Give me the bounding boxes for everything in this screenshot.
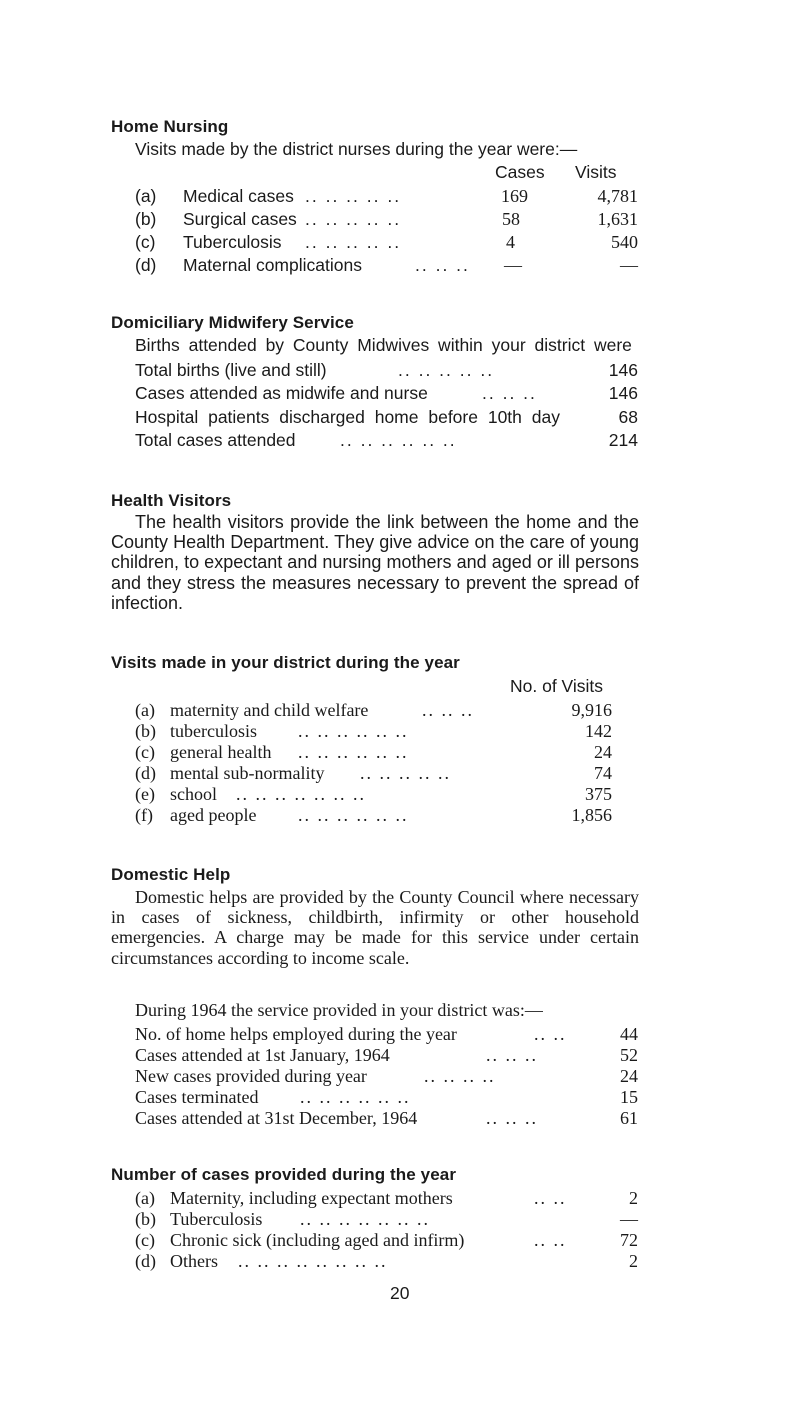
row-letter: (b) xyxy=(135,1209,156,1229)
leader-dots: .. .. .. .. .. xyxy=(398,360,495,380)
row-label: aged people xyxy=(170,805,257,825)
domestic-help-value: 44 xyxy=(620,1024,638,1044)
page-number: 20 xyxy=(390,1283,410,1303)
domestic-help-value: 24 xyxy=(620,1066,638,1086)
leader-dots: .. .. .. .. .. .. .. xyxy=(236,784,366,804)
leader-dots: .. .. .. xyxy=(482,383,537,403)
home-nursing-intro: Visits made by the district nurses during the year were:— xyxy=(135,139,578,159)
row-letter: (c) xyxy=(135,232,156,252)
row-letter: (b) xyxy=(135,209,157,229)
domestic-help-value: 15 xyxy=(620,1087,638,1107)
visits-value: — xyxy=(620,255,638,275)
leader-dots: .. .. xyxy=(534,1230,567,1250)
leader-dots: .. .. .. .. xyxy=(424,1066,496,1086)
row-label: maternity and child welfare xyxy=(170,700,369,720)
domestic-help-value: 61 xyxy=(620,1108,638,1128)
leader-dots: .. .. .. .. .. .. xyxy=(340,430,457,450)
row-label: mental sub-normality xyxy=(170,763,325,783)
midwifery-heading: Domiciliary Midwifery Service xyxy=(111,313,354,332)
visits-value: 1,631 xyxy=(597,209,638,229)
row-label: Tuberculosis xyxy=(183,232,282,252)
leader-dots: .. .. .. .. .. xyxy=(305,186,402,206)
row-letter: (d) xyxy=(135,1251,156,1271)
cases-provided-value: 2 xyxy=(629,1188,638,1208)
leader-dots: .. .. .. .. .. xyxy=(305,209,402,229)
row-label: Maternity, including expectant mothers xyxy=(170,1188,453,1208)
leader-dots: .. .. .. .. .. xyxy=(305,232,402,252)
leader-dots: .. .. .. .. .. .. xyxy=(298,721,409,741)
row-label: Surgical cases xyxy=(183,209,297,229)
no-of-visits-header: No. of Visits xyxy=(510,676,604,696)
leader-dots: .. .. .. .. .. .. .. xyxy=(300,1209,430,1229)
midwifery-value: 214 xyxy=(608,430,638,450)
cases-value: 169 xyxy=(501,186,528,206)
visits-column-header: Visits xyxy=(575,162,617,182)
row-label: Cases terminated xyxy=(135,1087,259,1107)
leader-dots: .. .. .. .. .. .. .. .. xyxy=(238,1251,388,1271)
cases-column-header: Cases xyxy=(495,162,545,182)
row-label: No. of home helps employed during the year xyxy=(135,1024,457,1044)
row-label: Total cases attended xyxy=(135,430,296,450)
row-label: Medical cases xyxy=(183,186,294,206)
row-letter: (c) xyxy=(135,1230,155,1250)
row-label: Others xyxy=(170,1251,218,1271)
row-letter: (f) xyxy=(135,805,153,825)
row-label: general health xyxy=(170,742,272,762)
row-label: Cases attended at 31st December, 1964 xyxy=(135,1108,418,1128)
home-nursing-heading: Home Nursing xyxy=(111,117,229,136)
domestic-help-paragraph: Domestic helps are provided by the County Council where necessary in cases of sickness, childbirth, infirmity or other household emergencies. A charge may be made for this service under certain circumstances according to income scale. xyxy=(111,887,639,968)
row-label: Maternal complications xyxy=(183,255,362,275)
row-letter: (a) xyxy=(135,700,155,720)
visits-value: 142 xyxy=(585,721,612,741)
midwifery-intro: Births attended by County Midwives within your district were xyxy=(135,335,632,355)
visits-value: 24 xyxy=(594,742,612,762)
row-letter: (a) xyxy=(135,186,157,206)
leader-dots: .. .. .. .. .. .. xyxy=(300,1087,411,1107)
row-label: Tuberculosis xyxy=(170,1209,263,1229)
row-label: Hospital patients discharged home before 10th day xyxy=(135,407,560,427)
row-label: Total births (live and still) xyxy=(135,360,327,380)
row-label: Chronic sick (including aged and infirm) xyxy=(170,1230,465,1250)
domestic-help-heading: Domestic Help xyxy=(111,865,231,884)
row-letter: (a) xyxy=(135,1188,155,1208)
visits-value: 9,916 xyxy=(571,700,612,720)
row-label: Cases attended as midwife and nurse xyxy=(135,383,428,403)
row-letter: (e) xyxy=(135,784,155,804)
leader-dots: .. .. .. xyxy=(486,1045,538,1065)
row-letter: (c) xyxy=(135,742,155,762)
leader-dots: .. .. .. xyxy=(415,255,470,275)
health-visitors-heading: Health Visitors xyxy=(111,491,232,510)
row-label: New cases provided during year xyxy=(135,1066,367,1086)
visits-value: 1,856 xyxy=(571,805,612,825)
midwifery-value: 146 xyxy=(608,360,638,380)
midwifery-value: 146 xyxy=(608,383,638,403)
cases-value: — xyxy=(504,255,522,275)
leader-dots: .. .. xyxy=(534,1188,567,1208)
leader-dots: .. .. .. .. .. .. xyxy=(298,742,409,762)
leader-dots: .. .. .. .. .. xyxy=(360,763,451,783)
leader-dots: .. .. .. .. .. .. xyxy=(298,805,409,825)
cases-provided-value: 72 xyxy=(620,1230,638,1250)
leader-dots: .. .. .. xyxy=(422,700,474,720)
domestic-help-value: 52 xyxy=(620,1045,638,1065)
health-visitors-paragraph: The health visitors provide the link between the home and the County Health Department. They give advice on the care of young children, to expectant and nursing mothers and aged or ill persons and they stress the measures necessary to prevent the spread of infection. xyxy=(111,512,639,613)
domestic-help-intro: During 1964 the service provided in your district was:— xyxy=(135,1000,543,1020)
midwifery-value: 68 xyxy=(618,407,638,427)
row-letter: (b) xyxy=(135,721,156,741)
cases-provided-heading: Number of cases provided during the year xyxy=(111,1165,457,1184)
cases-value: 58 xyxy=(502,209,520,229)
leader-dots: .. .. .. xyxy=(486,1108,538,1128)
visits-value: 74 xyxy=(594,763,612,783)
row-label: school xyxy=(170,784,217,804)
visits-value: 4,781 xyxy=(597,186,638,206)
cases-provided-value: 2 xyxy=(629,1251,638,1271)
visits-value: 375 xyxy=(585,784,612,804)
leader-dots: .. .. xyxy=(534,1024,567,1044)
row-label: tuberculosis xyxy=(170,721,257,741)
row-letter: (d) xyxy=(135,255,157,275)
row-letter: (d) xyxy=(135,763,156,783)
row-label: Cases attended at 1st January, 1964 xyxy=(135,1045,390,1065)
visits-made-heading: Visits made in your district during the year xyxy=(111,653,460,672)
cases-value: 4 xyxy=(506,232,515,252)
cases-provided-value: — xyxy=(620,1209,638,1229)
visits-value: 540 xyxy=(611,232,638,252)
